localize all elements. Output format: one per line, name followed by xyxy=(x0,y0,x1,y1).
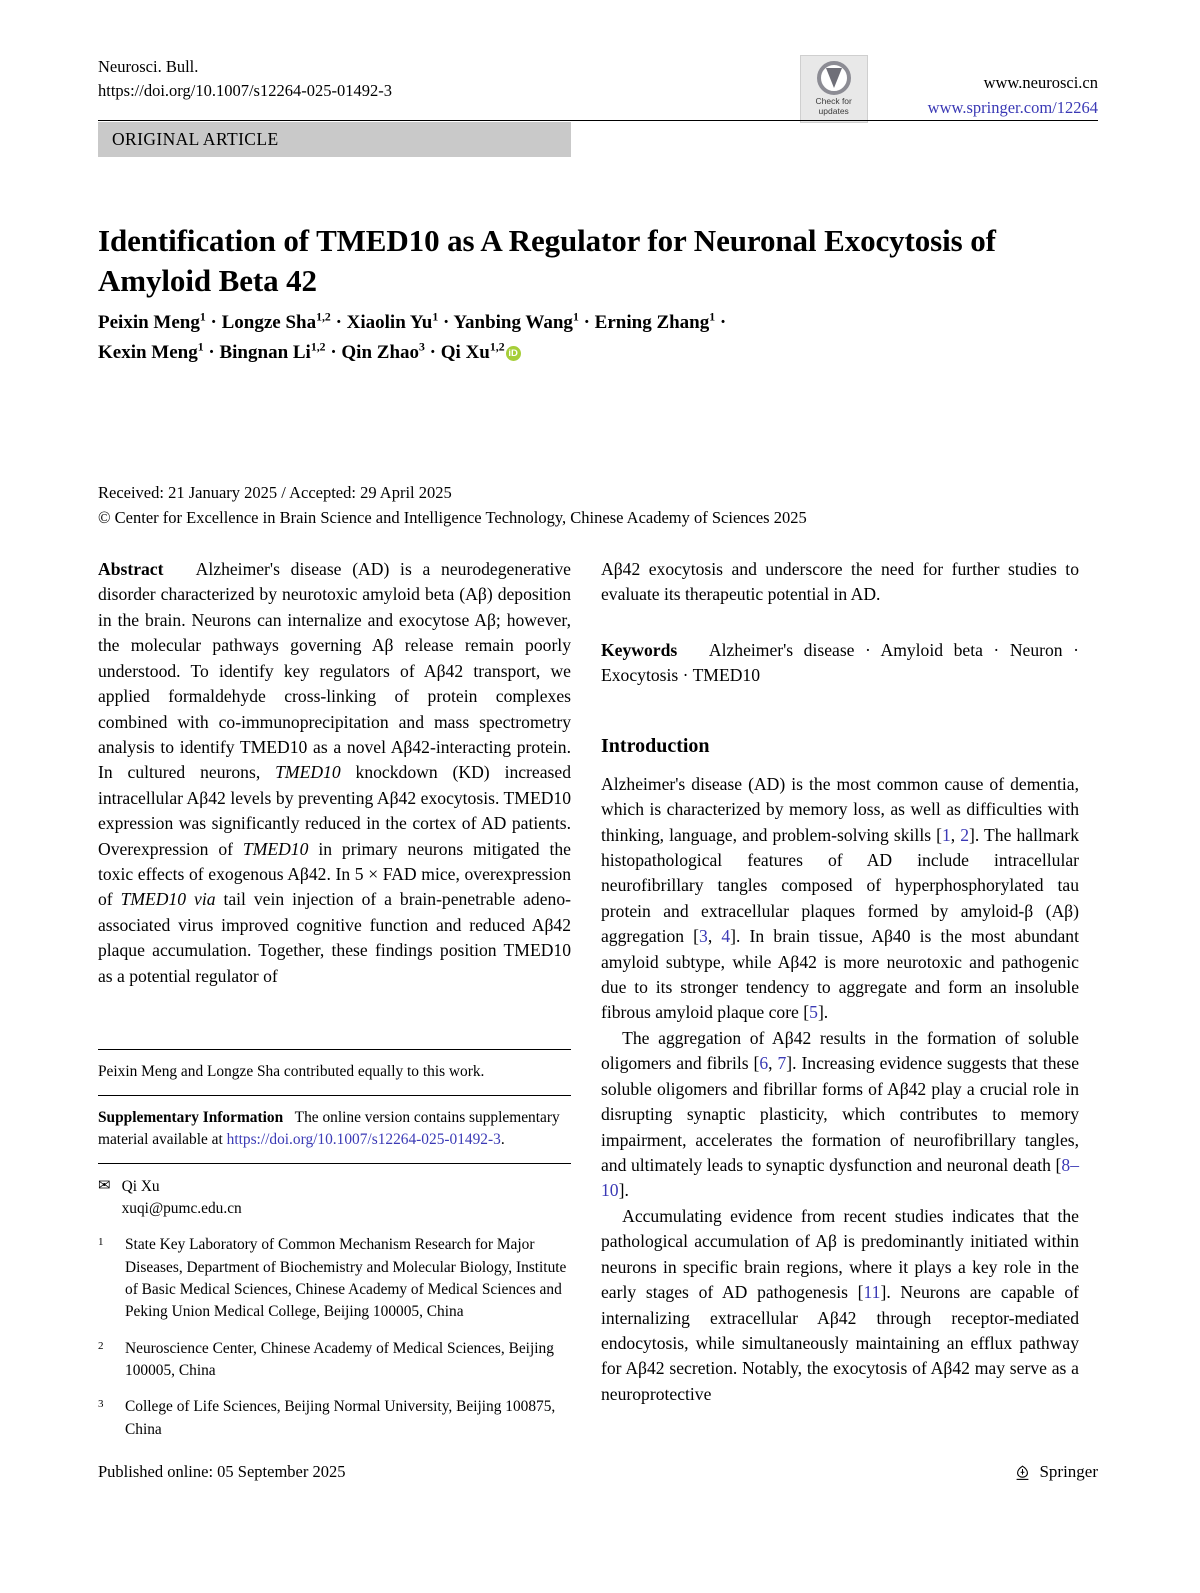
right-column xyxy=(601,557,1079,1407)
web-links xyxy=(928,55,1098,121)
header-right-group xyxy=(800,55,1098,123)
supplementary-description: The online version contains supplementary material available at xyxy=(98,1109,560,1148)
orcid-icon[interactable]: iD xyxy=(506,346,521,361)
page-footer xyxy=(98,1462,1098,1482)
keyword-item[interactable]: TMED10 xyxy=(692,665,760,686)
abstract-text-4: tail vein injection of a brain-penetrable adeno-associated virus improved cognitive function and reduced Aβ42 plaque accumulation. Together, these findings position TMED10 as a potential regulator of xyxy=(98,889,571,986)
corresponding-author-details xyxy=(122,1176,242,1221)
keyword-separator: · xyxy=(678,665,693,686)
corresponding-author-block xyxy=(98,1164,571,1221)
affiliation-text: College of Life Sciences, Beijing Normal University, Beijing 100875, China xyxy=(125,1398,556,1438)
equal-contribution-note xyxy=(98,1050,571,1095)
doi-url[interactable]: https://doi.org/10.1007/s12264-025-01492-3 xyxy=(98,80,392,100)
keyword-item[interactable]: Amyloid beta xyxy=(880,639,983,660)
supplementary-period: . xyxy=(500,1130,505,1148)
masthead xyxy=(98,55,1098,123)
author-affiliation-marker: 1 xyxy=(197,341,204,355)
paragraph-text: ]. xyxy=(618,1180,629,1201)
introduction-paragraph xyxy=(601,1204,1079,1407)
paragraph-text: ]. Increasing evidence suggests that these soluble oligomers and fibrillar forms of Aβ42 play a crucial role in disrupting synaptic plasticity, which contributes to memory impairment, accelerates the formation of neurofibrillary tangles, and ultimately leads to synaptic dysfunction and neuronal death [ xyxy=(601,1053,1080,1176)
citation-link[interactable]: 5 xyxy=(809,1002,818,1023)
keyword-item[interactable]: Exocytosis xyxy=(601,665,679,686)
affiliation-text: State Key Laboratory of Common Mechanism Research for Major Diseases, Department of Biochemistry and Molecular Biology, Institute of Basic Medical Sciences, Chinese Academy of Medical Sciences and Peking Union Medical College, Beijing 100005, China xyxy=(125,1236,567,1321)
corresponding-author-email[interactable]: xuqi@pumc.edu.cn xyxy=(121,1200,242,1218)
author-separator: · xyxy=(330,312,347,333)
intro-spacer xyxy=(601,689,1079,735)
author-affiliation-marker: 1 xyxy=(199,310,206,324)
abstract-continuation: Aβ42 exocytosis and underscore the need for further studies to evaluate its therapeutic potential in AD. xyxy=(601,559,1079,605)
introduction-body xyxy=(601,772,1079,1408)
author-affiliation-marker: 1,2 xyxy=(316,310,331,324)
copyright-line: © Center for Excellence in Brain Science and Intelligence Technology, Chinese Academy of Sciences 2025 xyxy=(98,508,807,528)
author-affiliation-marker: 1 xyxy=(432,310,439,324)
springer-website[interactable]: www.springer.com/12264 xyxy=(927,97,1098,117)
abstract-text-3: in primary neurons mitigated the toxic effects of exogenous Aβ42. In 5 × FAD mice, overexpression of xyxy=(98,838,571,910)
author-name: Yanbing Wang xyxy=(453,312,573,333)
author-name: Longze Sha xyxy=(221,312,317,333)
affiliation-number: 2 xyxy=(98,1339,104,1352)
crossmark-line-2: updates xyxy=(818,105,849,116)
paragraph-text: ]. The hallmark histopathological features of AD include intracellular neurofibrillary tangles composed of hyperphosphorylated tau protein and extracellular plaques formed by amyloid-β (Aβ) aggregation [ xyxy=(601,824,1079,947)
author-affiliation-marker: 1,2 xyxy=(489,341,505,355)
page-title xyxy=(98,221,1018,302)
keyword-separator: · xyxy=(854,639,881,660)
introduction-paragraph xyxy=(601,772,1079,1026)
author-affiliation-marker: 1 xyxy=(572,310,579,324)
paragraph-text: Alzheimer's disease (AD) is the most common cause of dementia, which is characterized by memory loss, as well as difficulties with thinking, language, and problem-solving skills [ xyxy=(601,773,1079,845)
author-affiliation-marker: 3 xyxy=(419,341,425,355)
author-separator: · xyxy=(325,342,342,364)
paragraph-text: Accumulating evidence from recent studies indicates that the pathological accumulation of Aβ is predominantly initiated within neurons in specific brain regions, where it plays a key role in the early stages of AD pathogenesis [ xyxy=(601,1205,1079,1303)
paragraph-text: , xyxy=(950,824,961,845)
paragraph-text: , xyxy=(707,926,722,947)
journal-reference xyxy=(98,55,392,103)
springer-branding xyxy=(1013,1462,1098,1482)
title-line-2: of Amyloid Beta 42 xyxy=(98,222,996,299)
left-column-spacer xyxy=(98,989,571,1049)
author-name: Kexin Meng xyxy=(98,342,198,364)
affiliation-entry xyxy=(98,1234,571,1323)
citation-link[interactable]: 11 xyxy=(863,1282,881,1303)
paragraph-text: ]. Neurons are capable of internalizing extracellular Aβ42 through receptor-mediated endocytosis, while simultaneously maintaining an efflux pathway for Aβ42 secretion. Notably, the exocytosis of Aβ42 may serve as a neuroprotective xyxy=(601,1282,1079,1404)
journal-name: Neurosci. Bull. xyxy=(98,57,199,76)
author-affiliation-marker: 1 xyxy=(709,310,716,324)
corresponding-author-name: Qi Xu xyxy=(121,1177,160,1195)
paragraph-text: , xyxy=(768,1053,778,1074)
abstract-italic-3: TMED10 via xyxy=(120,889,216,910)
keyword-item[interactable]: Neuron xyxy=(1009,639,1063,660)
keyword-separator: · xyxy=(982,639,1010,660)
keyword-separator: · xyxy=(1062,639,1080,660)
left-column xyxy=(98,557,571,1441)
author-separator: · xyxy=(424,342,441,364)
citation-link[interactable]: 8–10 xyxy=(601,1155,1079,1201)
paragraph-text: ]. In brain tissue, Aβ40 is the most abundant amyloid subtype, while Aβ42 is more neurotoxic and pathogenic due to its stronger tendency to aggregate and form an insoluble fibrous amyloid plaque core [ xyxy=(601,926,1079,1023)
paragraph-text: The aggregation of Aβ42 results in the formation of soluble oligomers and fibrils [ xyxy=(601,1027,1079,1074)
affiliation-entry xyxy=(98,1396,571,1441)
affiliations-list xyxy=(98,1234,571,1441)
publication-dates xyxy=(98,480,1018,530)
springer-logo-icon xyxy=(1013,1463,1032,1482)
crossmark-label xyxy=(815,97,851,117)
author-separator: · xyxy=(578,312,595,333)
author-separator: · xyxy=(205,312,222,333)
citation-link[interactable]: 1 xyxy=(941,824,951,845)
author-name: Peixin Meng xyxy=(98,312,200,333)
author-separator: · xyxy=(715,312,727,333)
section-heading-introduction: Introduction xyxy=(601,734,710,757)
envelope-icon: ✉ xyxy=(98,1177,111,1194)
equal-contribution-text: Peixin Meng and Longze Sha contributed equally to this work. xyxy=(98,1063,485,1081)
citation-link[interactable]: 2 xyxy=(960,824,970,845)
keywords-block xyxy=(601,638,1079,689)
author-list xyxy=(98,308,1018,369)
affiliation-number: 1 xyxy=(98,1236,104,1249)
author-name: Qi Xu xyxy=(440,342,490,364)
supplementary-doi-link[interactable]: https://doi.org/10.1007/s12264-025-01492-3 xyxy=(226,1130,501,1148)
author-affiliation-marker: 1,2 xyxy=(310,341,326,355)
journal-website[interactable]: www.neurosci.cn xyxy=(983,73,1098,92)
abstract-italic-1: TMED10 xyxy=(275,762,341,783)
article-type-badge: ORIGINAL ARTICLE xyxy=(98,122,571,157)
author-separator: · xyxy=(438,312,454,333)
published-online-date: Published online: 05 September 2025 xyxy=(98,1462,346,1481)
supplementary-label: Supplementary Information xyxy=(98,1109,284,1127)
affiliation-text: Neuroscience Center, Chinese Academy of Medical Sciences, Beijing 100005, China xyxy=(125,1339,554,1380)
abstract-text-2: knockdown (KD) increased intracellular Aβ42 levels by preventing Aβ42 exocytosis. TMED10 expression was significantly reduced in the cortex of AD patients. Overexpression of xyxy=(98,762,571,859)
citation-link[interactable]: 4 xyxy=(721,926,731,947)
title-line-1: Identification of TMED10 as A Regulator for Neuronal Exocytosis xyxy=(98,222,963,258)
keywords-spacer xyxy=(601,608,1079,638)
abstract-label: Abstract xyxy=(98,559,164,579)
author-name: Qin Zhao xyxy=(341,342,420,364)
affiliation-entry xyxy=(98,1338,571,1383)
author-name: Erning Zhang xyxy=(594,312,710,333)
springer-wordmark: Springer xyxy=(1039,1462,1098,1481)
author-name: Xiaolin Yu xyxy=(346,312,433,333)
header-divider xyxy=(98,120,1098,121)
crossmark-badge[interactable] xyxy=(800,55,868,123)
citation-link[interactable]: 3 xyxy=(699,926,708,947)
crossmark-circle-icon xyxy=(817,61,851,95)
abstract-paragraph xyxy=(98,557,571,989)
citation-link[interactable]: 6 xyxy=(759,1053,769,1074)
supplementary-text-block xyxy=(98,1107,571,1151)
crossmark-line-1: Check for xyxy=(815,96,852,106)
introduction-paragraph xyxy=(601,1026,1079,1204)
supplementary-information-note xyxy=(98,1096,571,1163)
affiliation-number: 3 xyxy=(98,1398,104,1411)
received-accepted-line: Received: 21 January 2025 / Accepted: 29 April 2025 xyxy=(98,483,452,502)
keyword-item[interactable]: Alzheimer's disease xyxy=(708,639,855,660)
abstract-text-1: Alzheimer's disease (AD) is a neurodegenerative disorder characterized by neurotoxic amyloid beta (Aβ) deposition in the brain. Neurons can internalize and exocytose Aβ; however, the molecular pathways governing Aβ release remain poorly understood. To identify key regulators of Aβ42 transport, we applied formaldehyde cross-linking of protein complexes combined with co-immunoprecipitation and mass spectrometry analysis to identify TMED10 as a novel Aβ42-interacting protein. In cultured neurons, xyxy=(98,559,571,783)
keywords-label: Keywords xyxy=(601,639,678,660)
author-separator: · xyxy=(203,342,220,364)
citation-link[interactable]: 7 xyxy=(777,1053,787,1074)
author-name: Bingnan Li xyxy=(219,342,311,364)
abstract-italic-2: TMED10 xyxy=(242,838,309,859)
paragraph-text: ]. xyxy=(817,1002,829,1023)
